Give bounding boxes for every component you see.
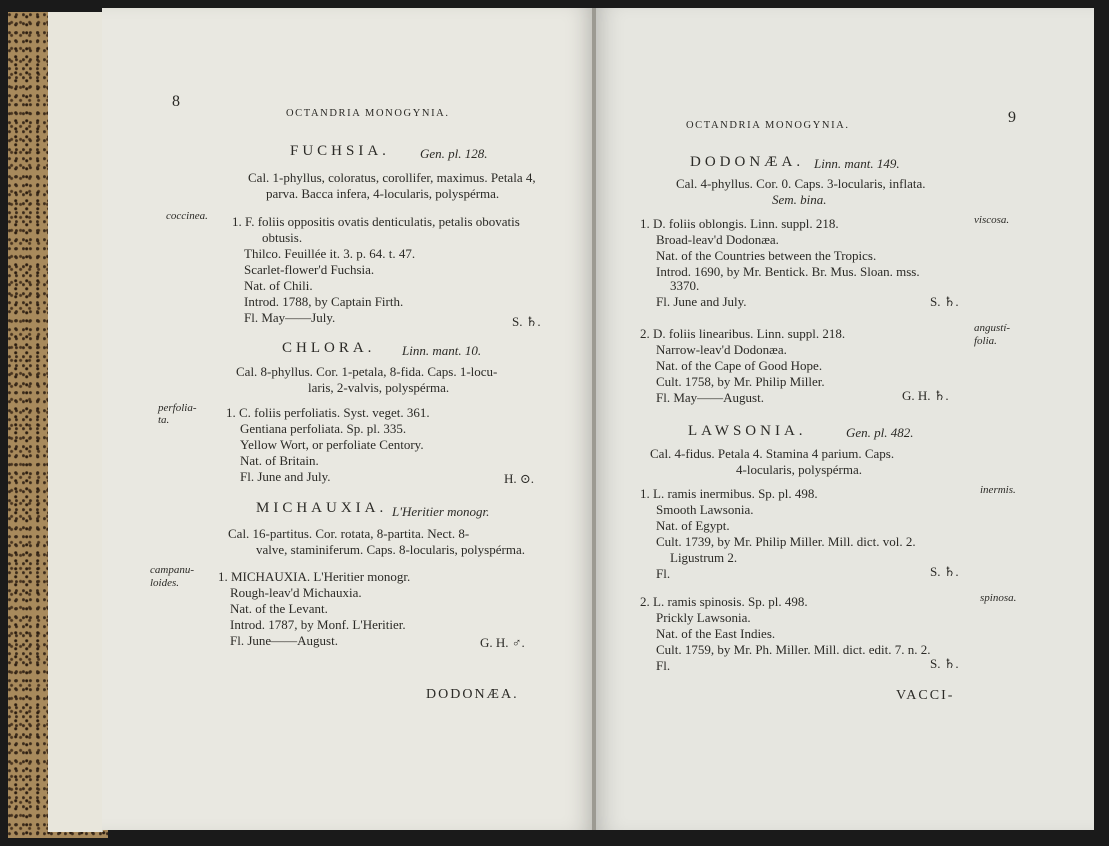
genus-reference: Gen. pl. 482.: [846, 425, 914, 440]
page-number: 9: [1008, 109, 1016, 126]
genus-character: Sem. bina.: [772, 192, 827, 207]
species-entry: Fl. May——July.: [244, 310, 336, 325]
species-entry: Cult. 1759, by Mr. Ph. Miller. Mill. dict. edit. 7. n. 2.: [656, 642, 931, 657]
species-margin-name: spinosa.: [980, 592, 1017, 604]
species-entry: Introd. 1788, by Captain Firth.: [244, 294, 404, 309]
species-entry: 1. C. foliis perfoliatis. Syst. veget. 361.: [226, 405, 430, 420]
duration-symbol: S. ♄.: [930, 294, 959, 309]
species-entry: Fl. June and July.: [656, 294, 747, 309]
genus-heading: CHLORA.: [282, 340, 376, 356]
duration-symbol: S. ♄.: [512, 314, 541, 329]
species-entry: Ligustrum 2.: [670, 550, 738, 565]
left-page: [102, 8, 594, 830]
species-entry: 1. D. foliis oblongis. Linn. suppl. 218.: [640, 216, 839, 231]
species-margin-name: folia.: [974, 335, 997, 347]
species-entry: Fl.: [656, 566, 671, 581]
species-entry: Nat. of the East Indies.: [656, 626, 776, 641]
species-margin-name: campanu-: [150, 564, 194, 576]
genus-heading: FUCHSIA.: [290, 143, 390, 159]
species-entry: Cult. 1739, by Mr. Philip Miller. Mill. dict. vol. 2.: [656, 534, 916, 549]
species-entry: Nat. of the Cape of Good Hope.: [656, 358, 823, 373]
running-head: OCTANDRIA MONOGYNIA.: [286, 108, 450, 119]
catchword: VACCI-: [896, 688, 955, 703]
species-entry: Nat. of Chili.: [244, 278, 313, 293]
genus-character: laris, 2-valvis, polyspérma.: [308, 380, 450, 395]
species-entry: Introd. 1690, by Mr. Bentick. Br. Mus. Sloan. mss.: [656, 264, 920, 279]
species-entry: Narrow-leav'd Dodonæa.: [656, 342, 787, 357]
genus-reference: Linn. mant. 10.: [402, 343, 482, 358]
species-entry: Fl. June——August.: [230, 633, 338, 648]
genus-reference: L'Heritier monogr.: [392, 504, 490, 519]
species-entry: 3370.: [670, 278, 700, 293]
species-entry: Thilco. Feuillée it. 3. p. 64. t. 47.: [244, 246, 416, 261]
genus-heading: LAWSONIA.: [688, 423, 807, 439]
species-entry: 1. F. foliis oppositis ovatis denticulatis, petalis obovatis: [232, 214, 520, 229]
genus-reference: Linn. mant. 149.: [814, 156, 900, 171]
species-entry: Gentiana perfoliata. Sp. pl. 335.: [240, 421, 407, 436]
species-entry: Rough-leav'd Michauxia.: [230, 585, 362, 600]
species-entry: Prickly Lawsonia.: [656, 610, 751, 625]
species-entry: Fl. May——August.: [656, 390, 764, 405]
species-entry: Yellow Wort, or perfoliate Centory.: [240, 437, 424, 452]
genus-reference: Gen. pl. 128.: [420, 146, 488, 161]
duration-symbol: S. ♄.: [930, 656, 959, 671]
genus-character: Cal. 4-phyllus. Cor. 0. Caps. 3-locularis, inflata.: [676, 176, 926, 191]
species-entry: 1. L. ramis inermibus. Sp. pl. 498.: [640, 486, 818, 501]
genus-character: Cal. 1-phyllus, coloratus, corollifer, maximus. Petala 4,: [248, 170, 536, 185]
species-entry: obtusis.: [262, 230, 303, 245]
page-stack-edge: [48, 12, 63, 832]
species-margin-name: viscosa.: [974, 214, 1010, 226]
duration-symbol: H. ⊙.: [504, 471, 535, 486]
running-head: OCTANDRIA MONOGYNIA.: [686, 120, 850, 131]
duration-symbol: S. ♄.: [930, 564, 959, 579]
page-stack-edge: [62, 12, 77, 832]
genus-heading: MICHAUXIA.: [256, 500, 388, 516]
species-entry: Nat. of the Levant.: [230, 601, 328, 616]
species-entry: 1. MICHAUXIA. L'Heritier monogr.: [218, 569, 411, 584]
species-entry: 2. D. foliis linearibus. Linn. suppl. 218.: [640, 326, 846, 341]
species-margin-name: coccinea.: [166, 210, 208, 222]
genus-character: valve, staminiferum. Caps. 8-locularis, polyspérma.: [256, 542, 525, 557]
genus-character: Cal. 16-partitus. Cor. rotata, 8-partita. Nect. 8-: [228, 526, 470, 541]
species-margin-name: ta.: [158, 414, 170, 426]
right-page: [596, 8, 1094, 830]
genus-heading: DODONÆA.: [690, 154, 805, 170]
species-entry: Introd. 1787, by Monf. L'Heritier.: [230, 617, 406, 632]
species-entry: Fl.: [656, 658, 671, 673]
duration-symbol: G. H. ♂.: [480, 635, 525, 650]
duration-symbol: G. H. ♄.: [902, 388, 949, 403]
species-margin-name: loides.: [150, 577, 180, 589]
species-entry: Nat. of the Countries between the Tropics.: [656, 248, 877, 263]
genus-character: Cal. 8-phyllus. Cor. 1-petala, 8-fida. Caps. 1-locu-: [236, 364, 498, 379]
page-number: 8: [172, 93, 180, 110]
species-entry: 2. L. ramis spinosis. Sp. pl. 498.: [640, 594, 808, 609]
species-entry: Nat. of Egypt.: [656, 518, 730, 533]
species-entry: Smooth Lawsonia.: [656, 502, 754, 517]
species-entry: Broad-leav'd Dodonæa.: [656, 232, 779, 247]
species-entry: Nat. of Britain.: [240, 453, 319, 468]
species-margin-name: perfolia-: [158, 402, 197, 414]
species-margin-name: inermis.: [980, 484, 1016, 496]
species-margin-name: angustí-: [974, 322, 1011, 334]
genus-character: 4-locularis, polyspérma.: [736, 462, 862, 477]
page-stack-edge: [76, 12, 91, 832]
species-entry: Cult. 1758, by Mr. Philip Miller.: [656, 374, 825, 389]
genus-character: parva. Bacca infera, 4-locularis, polyspérma.: [266, 186, 500, 201]
catchword: DODONÆA.: [426, 687, 519, 702]
species-entry: Scarlet-flower'd Fuchsia.: [244, 262, 375, 277]
species-entry: Fl. June and July.: [240, 469, 331, 484]
genus-character: Cal. 4-fidus. Petala 4. Stamina 4 parium. Caps.: [650, 446, 895, 461]
